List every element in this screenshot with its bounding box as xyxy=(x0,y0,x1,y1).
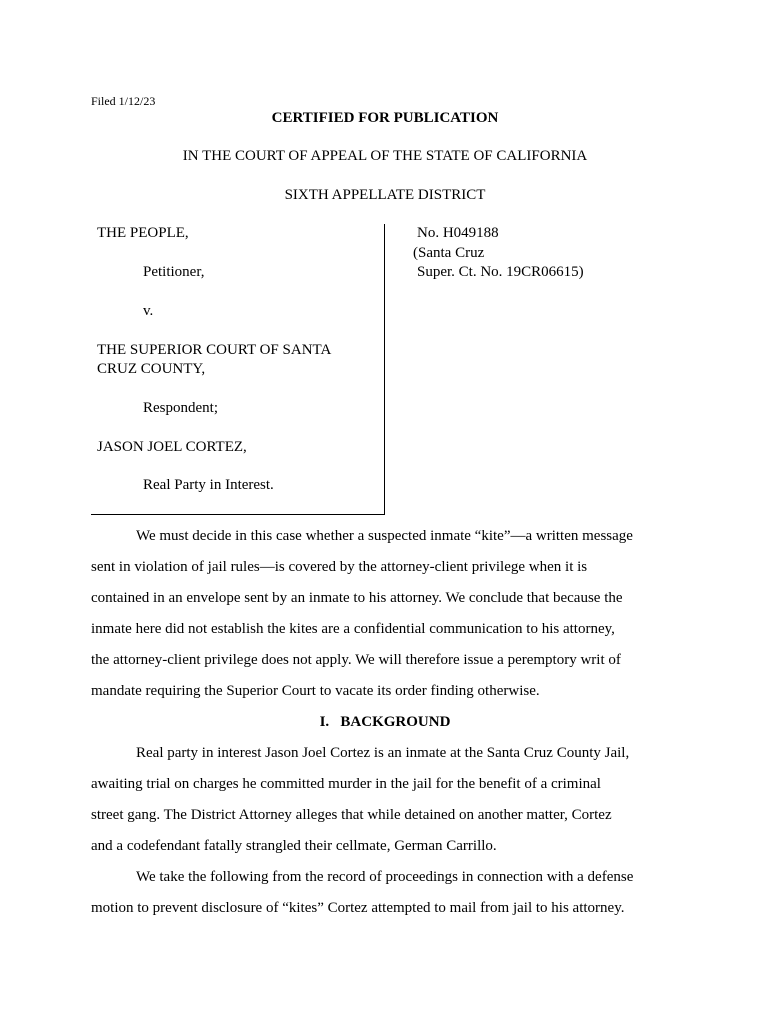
certified-heading: CERTIFIED FOR PUBLICATION xyxy=(271,110,499,126)
background-line: street gang. The District Attorney alleges that while detained on another matter, Cortez xyxy=(91,807,612,823)
background-line: Real party in interest Jason Joel Cortez is an inmate at the Santa Cruz County Jail, xyxy=(136,745,630,761)
intro-line: mandate requiring the Superior Court to vacate its order finding otherwise. xyxy=(91,683,540,699)
intro-line: the attorney-client privilege does not apply. We will therefore issue a peremptory writ of xyxy=(91,652,621,668)
intro-line: contained in an envelope sent by an inmate to his attorney. We conclude that because the xyxy=(91,590,623,606)
party-people-role: Petitioner, xyxy=(143,264,205,280)
trial-court-line2: Super. Ct. No. 19CR06615) xyxy=(417,264,584,280)
versus: v. xyxy=(143,303,154,319)
background-line: motion to prevent disclosure of “kites” Cortez attempted to mail from jail to his attorney. xyxy=(91,900,625,916)
intro-line: We must decide in this case whether a suspected inmate “kite”—a written message xyxy=(136,528,633,544)
party-court-role: Respondent; xyxy=(143,400,218,416)
party-cortez-role: Real Party in Interest. xyxy=(143,477,274,493)
caption-divider-vertical xyxy=(384,224,385,515)
court-name: IN THE COURT OF APPEAL OF THE STATE OF CALIFORNIA xyxy=(182,148,588,164)
intro-line: sent in violation of jail rules—is covered by the attorney-client privilege when it is xyxy=(91,559,588,575)
section-heading: I. BACKGROUND xyxy=(319,714,451,730)
background-line: awaiting trial on charges he committed murder in the jail for the benefit of a criminal xyxy=(91,776,601,792)
district-name: SIXTH APPELLATE DISTRICT xyxy=(284,187,486,203)
trial-court-line1: (Santa Cruz xyxy=(413,245,485,261)
background-line: and a codefendant fatally strangled their cellmate, German Carrillo. xyxy=(91,838,497,854)
filed-date: Filed 1/12/23 xyxy=(91,94,156,108)
case-number: No. H049188 xyxy=(417,225,499,241)
intro-line: inmate here did not establish the kites are a confidential communication to his attorney, xyxy=(91,621,615,637)
party-people: THE PEOPLE, xyxy=(97,225,189,241)
caption-divider-horizontal xyxy=(91,514,385,515)
party-cortez: JASON JOEL CORTEZ, xyxy=(97,439,247,455)
background-line: We take the following from the record of proceedings in connection with a defense xyxy=(136,869,634,885)
party-court-line2: CRUZ COUNTY, xyxy=(97,361,206,377)
party-court-line1: THE SUPERIOR COURT OF SANTA xyxy=(97,342,332,358)
